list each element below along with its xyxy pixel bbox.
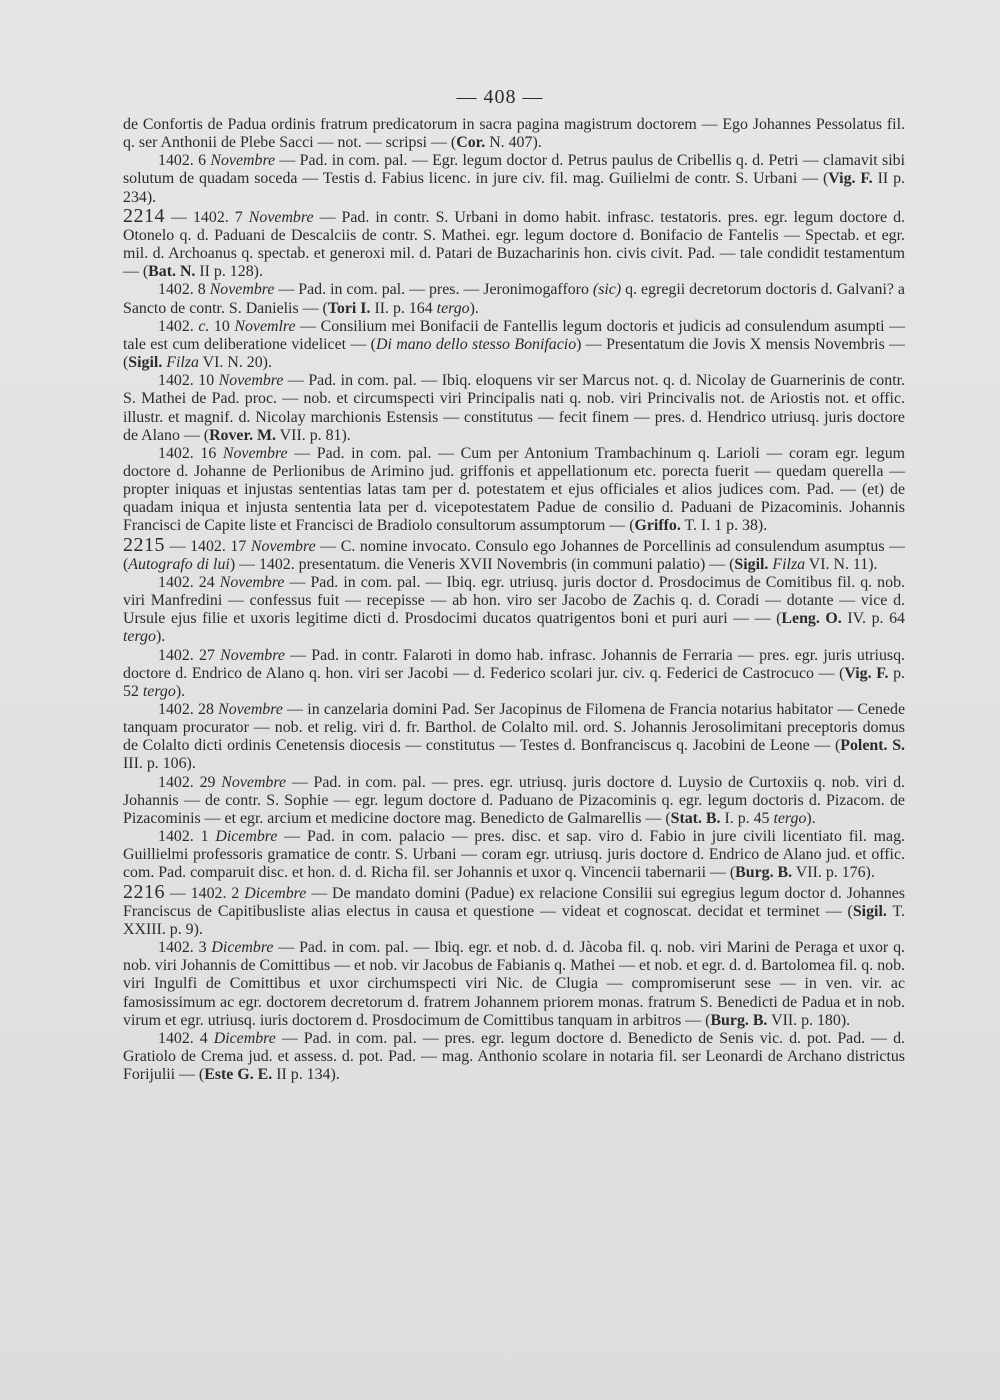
document-paragraph [123, 774, 905, 828]
entry-number: 2215 [123, 533, 165, 556]
source-citation: Stat. B. [670, 809, 721, 827]
italic-text: (sic) [592, 281, 622, 299]
document-body [123, 116, 905, 1084]
text-segment: — 1402. 2 [165, 884, 245, 902]
italic-text: tergo [142, 682, 176, 700]
text-segment: 1402. 27 [158, 646, 221, 664]
italic-text: Novembre [219, 573, 285, 591]
page-number: — 408 — [456, 86, 544, 108]
text-segment: II p. 234). [123, 170, 905, 206]
text-segment: II p. 128). [195, 263, 263, 281]
source-citation: Este G. E. [204, 1066, 273, 1084]
source-citation: Polent. S. [840, 737, 905, 755]
document-paragraph [123, 828, 905, 882]
italic-text: tergo [773, 809, 807, 827]
italic-text: tergo [436, 299, 470, 317]
text-segment: VI. N. 11). [805, 555, 878, 573]
entry-number: 2216 [123, 880, 165, 903]
italic-text: Novemlre [234, 317, 296, 335]
document-paragraph [123, 574, 905, 647]
source-citation: Burg. B. [710, 1011, 768, 1029]
text-segment: ) — 1402. presentatum. die Veneris XVII Novembris (in communi palatio) — ( [229, 555, 735, 573]
source-citation: Cor. [456, 134, 486, 152]
italic-text: Dicembre [215, 828, 278, 846]
source-citation: Leng. O. [781, 610, 842, 628]
document-paragraph [123, 372, 905, 445]
italic-text: Novembre [250, 537, 316, 555]
italic-text: Novembre [220, 646, 285, 664]
text-segment: VII. p. 180). [767, 1011, 851, 1029]
source-citation: Tori I. [327, 299, 371, 317]
text-segment: T. I. 1 p. 38). [680, 517, 768, 535]
source-citation: Sigil. [128, 354, 163, 372]
text-segment: I. p. 45 [720, 809, 774, 827]
italic-text: Novembre [218, 701, 283, 718]
text-segment: 1402. 4 [158, 1029, 214, 1047]
text-segment: 1402. 29 [158, 773, 222, 791]
italic-text: tergo [123, 628, 156, 646]
italic-text: Di mano dello stesso Bonifacio [375, 335, 577, 353]
document-paragraph [123, 647, 905, 701]
text-segment: III. p. 106). [123, 755, 196, 773]
text-segment: ). [469, 299, 479, 317]
text-segment: ). [155, 628, 166, 646]
italic-text: Filza [166, 354, 199, 372]
text-segment: — Pad. in com. pal. — pres. egr. utriusq. juris doctore d. Luysio de Curtoxiis q. nob. viri d. Johannis — de contr. S. Sophie — egr. legum doctore d. Paduano de Pizacominis q. egr. legum doctoris d. Pizacom. de Pizacominis — et egr. arcium et medicine doctore mag. Benedicto de Galmarellis — ( [123, 773, 906, 827]
text-segment: 10 [209, 317, 235, 335]
text-segment: VI. N. 20). [198, 354, 272, 372]
document-paragraph [123, 1030, 905, 1084]
text-segment: ) — Presentatum die Jovis X mensis Novembris — ( [123, 335, 906, 372]
text-segment: — Pad. in com. pal. — Egr. legum doctor d. Petrus paulus de Cribellis q. d. Petri — clamavit sibi solutum de quadam soceda — Testis d. Fabius licenc. in jure civ. fil. mag. Guilielmi de contr. S. Urbani — ( [123, 152, 905, 188]
text-segment: IV. p. 64 [841, 610, 905, 628]
source-citation: Bat. N. [148, 263, 196, 281]
text-segment: — C. nomine invocato. Consulo ego Johannes de Porcellinis ad consulendum asumptus — ( [123, 537, 905, 573]
text-segment: — Pad. in com. pal. — pres. egr. legum doctore d. Benedicto de Senis vic. d. pot. Pad. — d. Gratiolo de Crema jud. et assess. d. pot. Pad. — mag. Anthonio scolare in notaria fil. ser Leonardi de Archano districtus Forijulii — ( [123, 1029, 905, 1084]
italic-text: Dicembre [211, 939, 274, 957]
document-paragraph [123, 116, 905, 152]
text-segment: 1402. 1 [158, 828, 216, 846]
text-segment: 1402. 28 [158, 701, 219, 718]
text-segment: II p. 134). [272, 1066, 340, 1084]
text-segment: 1402. 10 [158, 372, 219, 390]
text-segment: 1402. 24 [158, 573, 220, 591]
source-citation: Sigil. [734, 555, 769, 573]
italic-text: Novembre [209, 281, 275, 299]
text-segment: — in canzelaria domini Pad. Ser Jacopinus de Filomena de Francia notarius habitator — Cenede tanquam procurator — nob. et relig. viri d. fr. Barthol. de Colalto mil. ord. S. Johannis Jerosolimitani preceptoris domus de Colalto dicti ordinis Cenetensis diocesis — constitutus — Testes d. Bonfranciscus q. Jacobini de Leone — ( [123, 701, 906, 755]
text-segment: 1402. [158, 317, 199, 335]
italic-text: Novembre [218, 372, 284, 390]
text-segment: VII. p. 81). [276, 426, 351, 444]
numbered-entry [123, 204, 906, 282]
text-segment: ). [806, 809, 816, 827]
text-segment: — 1402. 7 [165, 208, 249, 226]
text-segment: — Pad. in com. pal. — pres. — Jeronimogafforo [274, 281, 593, 299]
text-segment: II. p. 164 [370, 299, 437, 317]
italic-text: Autografo di lui [128, 555, 230, 573]
text-segment: 1402. 8 [158, 281, 210, 299]
text-segment: — Pad. in com. palacio — pres. disc. et sap. viro d. Fabio in jure civili licentiato fil. mag. Guillielmi professoris gramatice de contr. S. Urbani — coram egr. utriusq. juris doctore d. Endrico de Alano jud. et offic. com. Pad. comparuit disc. et hon. d. d. Richa fil. ser Johannis et uxor q. Vincencii tabernarii — ( [123, 828, 905, 882]
text-segment: de Confortis de Padua ordinis fratrum predicatorum in sacra pagina magistrum doctorem — Ego Johannes Pessolatus fil. q. ser Anthonii de Plebe Sacci — not. — scripsi — ( [123, 116, 905, 152]
text-segment: ). [175, 682, 186, 700]
document-paragraph [123, 281, 905, 317]
text-segment: — Pad. in com. pal. — Ibiq. eloquens vir ser Marcus not. q. d. Nicolay de Guarnerinis de contr. S. Mathei de Pad. proc. — nob. et circumspecti viri Principalis nati q. nob. viri Princivalis not. de Ariostis not. et offic. illustr. et magnif. d. Nicolay marchionis Estensis — constitutus — fecit finem — pres. d. Hendrico utriusq. juris doctore de Alano — ( [123, 372, 905, 444]
document-paragraph [123, 445, 905, 536]
entry-number: 2214 [123, 204, 165, 227]
italic-text: Dicembre [213, 1029, 276, 1047]
text-segment: T. XXIII. p. 9). [123, 902, 905, 938]
source-citation: Vig. F. [844, 664, 889, 682]
italic-text: Novembre [210, 152, 276, 170]
document-paragraph [123, 318, 905, 372]
source-citation: Rover. M. [209, 426, 276, 444]
italic-text: Novembre [222, 444, 288, 462]
source-citation: Griffo. [634, 517, 681, 535]
text-segment: 1402. 16 [158, 444, 223, 462]
text-segment: — Pad. in contr. S. Urbani in domo habit. infrasc. testatoris. pres. egr. legum doctore d. Otonelo q. d. Paduani de Descalciis de contr. S. Mathei. egr. legum doctore d. Bonifacio de Fantelis — Spectab. et egr. mil. d. Archoanus q. spectab. et generoxi mil. d. Patari de Buzacharinis hon. civis civit. Pad. — tale condidit testamentum — ( [123, 208, 906, 281]
numbered-entry [123, 880, 905, 939]
text-segment: 1402. 3 [158, 939, 212, 957]
source-citation: Vig. F. [828, 170, 873, 188]
text-segment: — De mandato domini (Padue) ex relacione Consilii sui egregius legum doctor d. Johannes Franciscus de Capitibusliste alias electus in causa et questione — videat et cognoscat. decidat et terminet — ( [123, 884, 905, 920]
italic-text: Filza [772, 555, 806, 573]
text-segment: N. 407). [485, 134, 542, 152]
text-segment: q. egregii decretorum doctoris d. Galvani? a Sancto de contr. S. Danielis — ( [123, 281, 905, 317]
text-segment: 1402. 6 [158, 152, 211, 170]
document-paragraph [123, 939, 905, 1030]
text-segment: — Pad. in com. pal. — Ibiq. egr. et nob. d. d. Jàcoba fil. q. nob. viri Marini de Peraga et uxor q. nob. viri Johannis de Comittibus — et nob. vir Jacobus de Fabianis q. Mathei — et nob. et egr. d. d. Bartolomea fil. q. nob. viri Ingulfi de Comittibus et uxor circhumspecti viri Nic. de Clugia — compromiserunt sese — in ven. vir. ac famosissimum ac egr. doctorem decretorum d. fratrem Johannem priorem monas. fratrum S. Benedicti de Padua et in nob. virum et egr. utriusq. iuris doctorem d. Prosdocimum de Comittibus tanquam in arbitros — ( [123, 939, 905, 1029]
text-segment: p. 52 [123, 664, 905, 700]
source-citation: Burg. B. [735, 864, 793, 882]
text-segment: VII. p. 176). [792, 864, 875, 882]
numbered-entry [123, 533, 905, 574]
italic-text: Novembre [221, 773, 287, 791]
source-citation: Sigil. [852, 902, 887, 920]
italic-text: Dicembre [244, 884, 307, 902]
text-segment: — Pad. in com. pal. — Cum per Antonium Trambachinum q. Larioli — coram egr. legum doctore d. Johanne de Perlionibus de Arimino jud. griffonis et appellationum etc. porecta fuerit — quedam querella — propter iniquas et injustas sententias latas tam per d. potestatem et ejus officiales et alios judices com. Pad. — (et) de quadam iniqua et injusta sententia lata per d. vicepotestatem Padue de consilio d. Paduani de Pizacominis. Johannis Francisci de Capite liste et Francisci de Bradiolo consultorum assumptorum — ( [123, 444, 905, 535]
text-segment: — 1402. 17 [165, 537, 251, 555]
text-segment: — Pad. in com. pal. — Ibiq. egr. utriusq. juris doctor d. Prosdocimus de Comitibus fil. q. nob. viri Manfredini — confessus fuit — recepisse — ab hon. viro ser Jacobo de Zachis q. d. Coradi — dotante — vice d. Ursule ejus filie et uxoris legitime dicti d. Prosdocimi ducatos quatrigentos boni et puri auri — — ( [123, 573, 905, 628]
text-segment: — Pad. in contr. Falaroti in domo hab. infrasc. Johannis de Ferraria — pres. egr. juris utriusq. doctore d. Endrico de Alano q. hon. viri ser Jacobi — d. Federico scolari jur. civ. q. Federici de Castrocuco — ( [123, 646, 906, 682]
document-paragraph [123, 152, 905, 206]
italic-text: Novembre [248, 208, 314, 226]
document-paragraph [123, 701, 905, 774]
italic-text: c. [198, 317, 210, 335]
text-segment: — Consilium mei Bonifacii de Fantellis legum doctoris et judicis ad consulendum asumpti — tale est cum deliberatione videlicet — ( [123, 317, 906, 353]
